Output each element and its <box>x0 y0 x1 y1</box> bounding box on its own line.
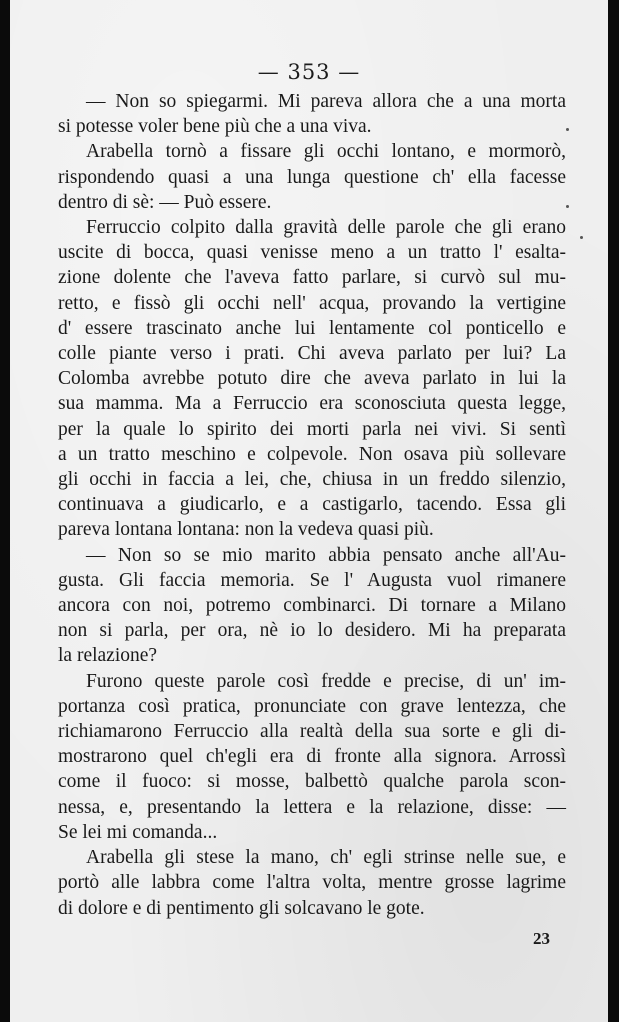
text-line: dentro di sè: — Può essere. <box>58 191 272 213</box>
text-line: per la quale lo spirito dei morti parla nei vivi. Si sentì <box>58 418 566 440</box>
speck <box>566 205 569 208</box>
text-line: si potesse voler bene più che a una viva. <box>58 116 372 138</box>
speck <box>566 128 569 131</box>
text-line: mostrarono quel ch'egli era di fronte alla signora. Arrossì <box>58 746 566 768</box>
text-line: — Non so spiegarmi. Mi pareva allora che a una morta <box>86 91 566 112</box>
text-line: di dolore e di pentimento gli solcavano le gote. <box>58 897 425 919</box>
text-line: richiamarono Ferruccio alla realtà della sua sorte e gli di- <box>58 721 566 743</box>
text-line: portanza così pratica, pronunciate con grave lentezza, che <box>58 695 566 717</box>
speck <box>580 236 583 239</box>
text-line: uscite di bocca, quasi venisse meno a un tratto l' esalta- <box>58 242 566 264</box>
text-line: pareva lontana lontana: non la vedeva quasi più. <box>58 519 434 541</box>
text-line: gli occhi in faccia a lei, che, chiusa in un freddo silenzio, <box>58 469 566 491</box>
text-line: Colomba avrebbe potuto dire che aveva parlato in lui la <box>58 368 566 390</box>
page-number: — 353 — <box>257 60 361 84</box>
text-line: ancora con noi, potremo combinarci. Di tornare a Milano <box>58 595 566 617</box>
book-page <box>10 0 608 1022</box>
signature-mark: 23 <box>533 929 550 948</box>
text-line: Ferruccio colpito dalla gravità delle parole che gli erano <box>86 217 566 239</box>
text-line: la relazione? <box>58 645 158 667</box>
page-text <box>58 89 566 921</box>
text-line: nessa, e, presentando la lettera e la relazione, disse: — <box>58 796 566 818</box>
text-line: rispondendo quasi a una lunga questione ch' ella facesse <box>58 166 566 188</box>
text-line: a un tratto meschino e colpevole. Non osava più sollevare <box>58 443 566 465</box>
text-line: sua mamma. Ma a Ferruccio era sconosciuta questa legge, <box>58 393 566 415</box>
text-line: non si parla, per ora, nè io lo desidero. Mi ha preparata <box>58 620 566 642</box>
text-line: retto, e fissò gli occhi nell' acqua, provando la vertigine <box>58 292 566 314</box>
text-line: continuava a giudicarlo, e a castigarlo, tacendo. Essa gli <box>58 494 566 516</box>
text-line: Arabella tornò a fissare gli occhi lontano, e mormorò, <box>86 141 566 163</box>
text-line: portò alle labbra come l'altra volta, mentre grosse lagrime <box>58 872 566 894</box>
text-line: zione dolente che l'aveva fatto parlare, si curvò sul mu- <box>58 267 566 289</box>
text-line: gusta. Gli faccia memoria. Se l' Augusta vuol rimanere <box>58 569 566 591</box>
text-line: colle piante verso i prati. Chi aveva parlato per lui? La <box>58 343 566 365</box>
text-line: come il fuoco: si mosse, balbettò qualche parola scon- <box>58 771 566 793</box>
text-line: Furono queste parole così fredde e precise, di un' im- <box>86 670 566 692</box>
text-line: d' essere trascinato anche lui lentamente col ponticello e <box>58 317 566 339</box>
text-line: Arabella gli stese la mano, ch' egli strinse nelle sue, e <box>86 847 566 869</box>
text-line: Se lei mi comanda... <box>58 821 218 843</box>
text-line: — Non so se mio marito abbia pensato anche all'Au- <box>86 544 566 566</box>
